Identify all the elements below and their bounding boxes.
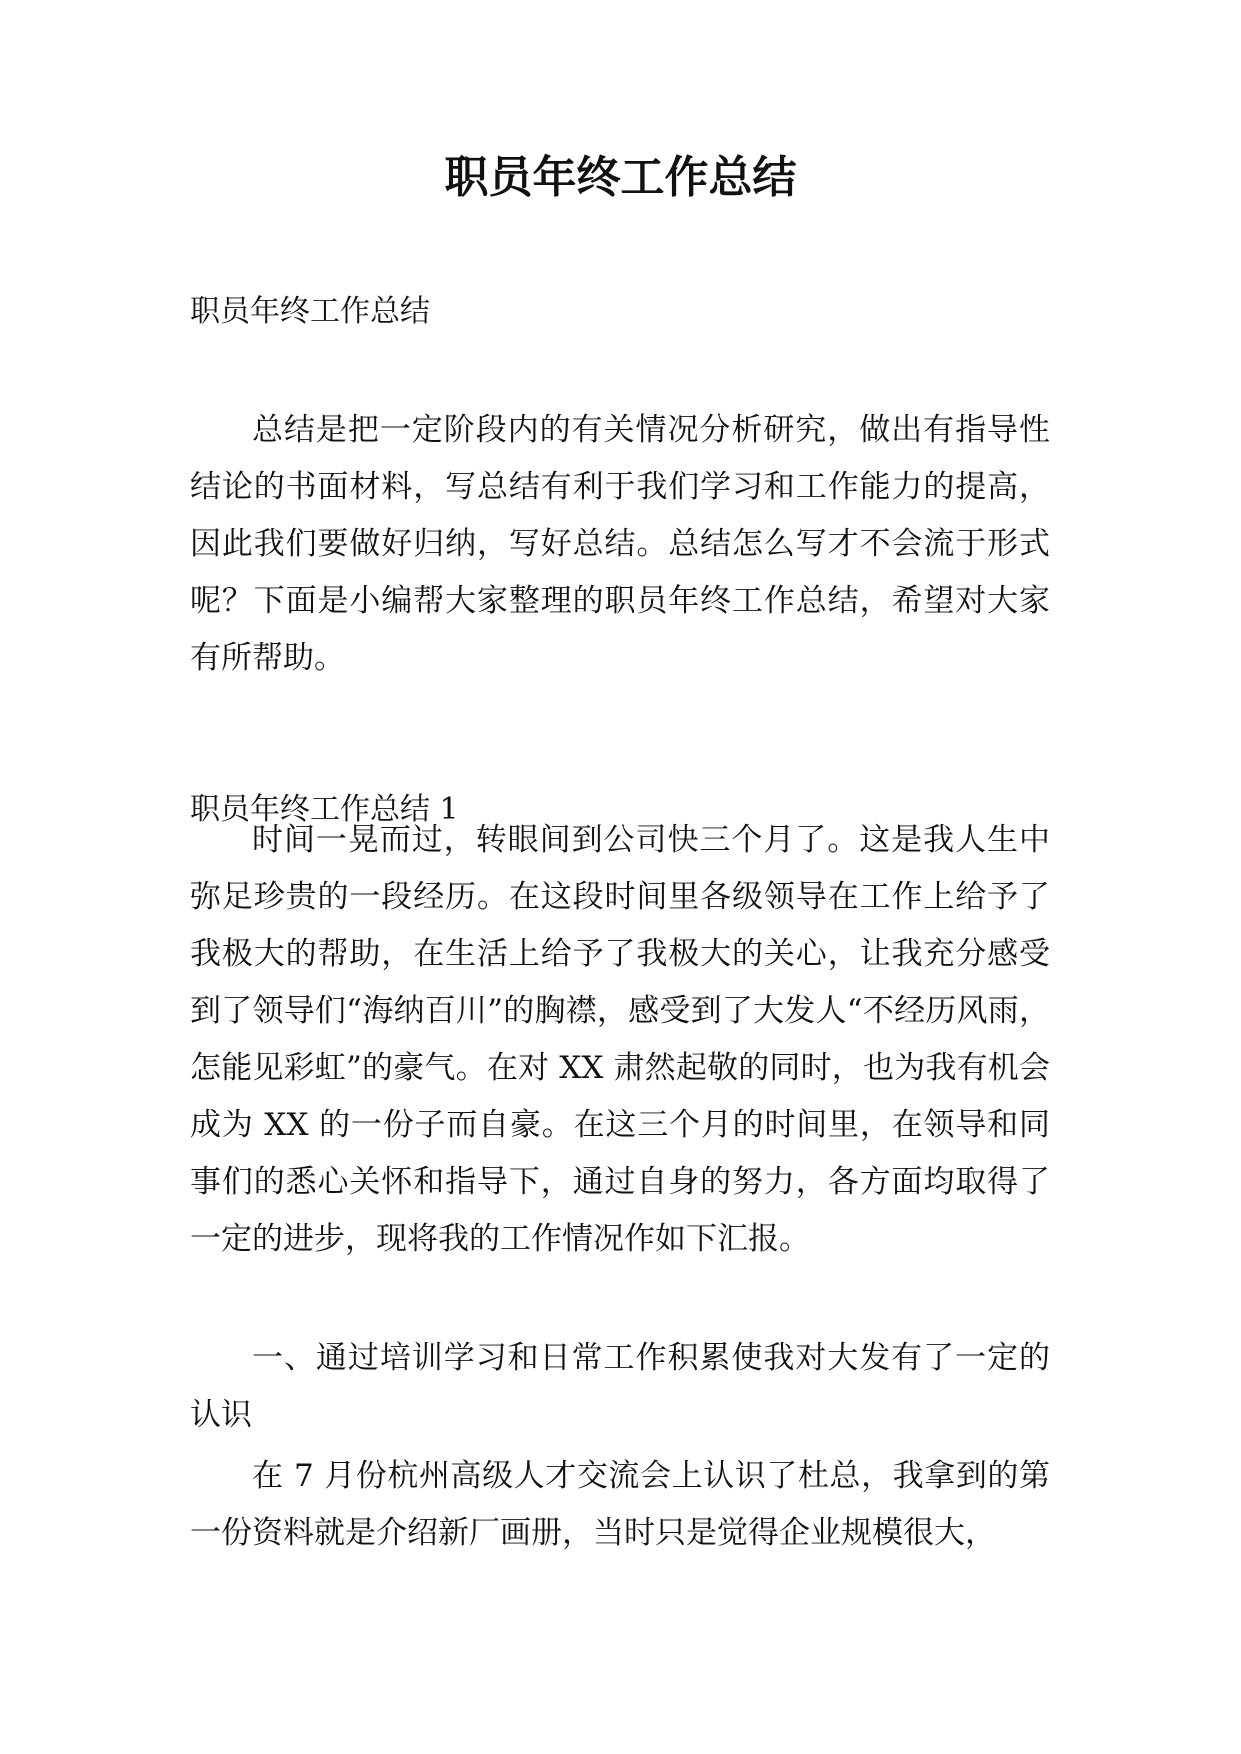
document-title: 职员年终工作总结	[444, 152, 797, 203]
document-subtitle: 职员年终工作总结	[190, 294, 430, 329]
section-subheading: 一、通过培训学习和日常工作积累使我对大发有了一定的认识	[190, 1340, 1050, 1433]
section-heading: 职员年终工作总结 1	[190, 792, 459, 827]
section-paragraph: 时间一晃而过，转眼间到公司快三个月了。这是我人生中弥足珍贵的一段经历。在这段时间里各级领导在工作上给予了我极大的帮助，在生活上给予了我极大的关心，让我充分感受到了领导们“海纳百川”的胸襟，感受到了大发人“不经历风雨，怎能见彩虹”的豪气。在对 XX 肃然起敬的同时，也为我有机会成为 XX 的一份子而自豪。在这三个月的时间里，在领导和同事们的悉心关怀和指导下，通过自身的努力，各方面均取得了一定的进步，现将我的工作情况作如下汇报。	[190, 822, 1050, 1257]
section-paragraph: 在 7 月份杭州高级人才交流会上认识了杜总，我拿到的第一份资料就是介绍新厂画册，当时只是觉得企业规模很大，	[190, 1458, 1050, 1551]
intro-paragraph: 总结是把一定阶段内的有关情况分析研究，做出有指导性结论的书面材料，写总结有利于我们学习和工作能力的提高，因此我们要做好归纳，写好总结。总结怎么写才不会流于形式呢？下面是小编帮大家整理的职员年终工作总结，希望对大家有所帮助。	[190, 412, 1050, 676]
